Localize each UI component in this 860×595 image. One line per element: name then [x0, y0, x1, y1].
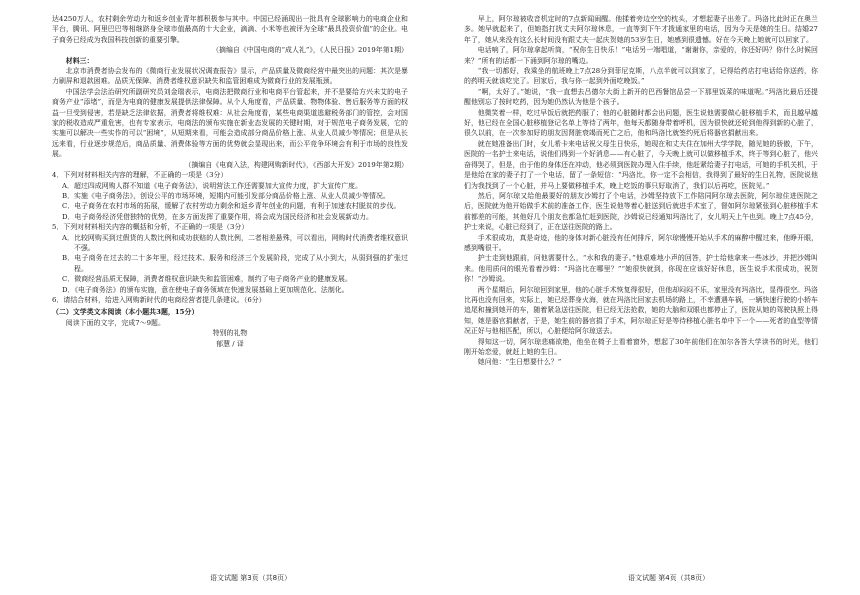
story-paragraph: 早上，阿尔琼被收音机定时的7点新闻闹醒。他揉着旁边空空的枕头，才想起妻子出差了。玛洛比此时正在奥兰多。她早就起来了，但她指打扰丈夫阿尔琼休息，一直等到下午才拨通家里的电话，因为今天是她的生日。结婚27年了，她从来没有这么长时间没有跟丈夫一起庆贺她的53岁生日，她感到很遗憾。好在今天晚上她就可以回家了。	[464, 15, 818, 44]
section-heading: （二）文学类文本阅读（本小题共3题，15分）	[52, 308, 199, 317]
story-paragraph: 就在她准备出门时，女儿希卡来电话祝父母生日快乐，她现在和丈夫住在加州大学学院，随见她的骄傲，下午，医院的一名护士来电话，说他们得到一个好消息——有心脏了，今天晚上就可以做移植手术，终于等到心脏了，他兴奋得哭了，但是，由于他的身体还在冲动，他必须到医院办理入住手续，他赶紧给妻子打电话，可她的手机关机，于是他给在家的妻子打了一个电话，留了一条短信：“玛洛比，你一定不会相信，我得到了最好的生日礼物，医院说他们为我找到了一个心脏，并马上要做移植手术，晚上吃饭的事只好取消了，我们以后再吃，医院见。”	[464, 139, 818, 190]
material3-title-line	[52, 56, 408, 66]
intro-paragraph: 达4250万人，农村剩余劳动力和返乡创业青年都积极参与其中。中国已经涌现出一批具有全球影响力的电商企业和平台，腾讯、阿里巴巴等相继跻身全球市值最高的十大企业，滴滴、小米等也被评为全球“最具投资价值”的企业。电子商务已经成为我国科技创新的重要引擎。	[52, 15, 408, 44]
q4-option-d: D．电子商务经济凭借独特的优势，在多方面发挥了重要作用，将会成为国民经济和社会发展新动力。	[62, 212, 373, 221]
material3-source: （摘编自《电商入法，构建网购新时代》，《西部大开发》2019年第2期）	[184, 160, 408, 169]
story-paragraph: 他微笑着一样，吃过早饭后就把药服了；他的心脏随时都会出问题，医生说他需要做心脏移植手术，而且越早越好，他已经在全国心脏移植登记名单上等待了两年，他每天都随身带着呼机，因为很快就还轮到他得到新的心脏了，很久以前，在一次参加好的朋友因肾脏衰竭而死亡之后，他和玛洛比就签约死后将器官捐献出来。	[464, 108, 818, 138]
story-author: 郁慧 / 译	[216, 339, 244, 348]
q5-option-a: A．比较网购买到过假货的人数比例和成功获赔的人数比例，二者相差悬殊，可以看出，网购时代消费者维权意识不强。	[62, 233, 408, 252]
story-paragraph: 手术很成功，真是奇迹，他的身体对新心脏没有任何排斥，阿尔琼慢慢开始从手术的麻醉中醒过来，他睁开眼，感到嘴很干。	[464, 233, 818, 252]
story-paragraph: 然后，阿尔琼又给他最要好的朋友沙姆打了个电话，沙姆坚持放下工作陪同阿尔琼去医院，阿尔琼住进医院之后，医院就为他开始做手术前的准备工作，医生说他等着心脏送到后就进手术室了，督如阿尔琼紧张到心脏移植手术前都差的可能，其他好几个朋友也都急忙赶到医院，沙姆说已经通知玛洛比了，女儿明天上午也到。晚上7点45分，护士来说，心脏已经到了，正在送往医院的路上。	[464, 191, 818, 232]
right-page	[464, 14, 818, 562]
story-paragraph: 两个星期后，阿尔琼回到家里，他的心脏手术恢复得很好，但他却闷闷不乐，家里没有玛洛比，显得很空。玛洛比再也没有回来，实际上，她已经葬身火海，就在玛洛比回家去机场的路上，不幸遭遇车祸，一辆快速行驶的小轿车追尾和撞到她开的车，随着紧急送往医院，但已经无法抢救，她的大脑和双眼也都停止了，医院从她的驾驶执照上得知，她是器官捐献者，于是，她生前的器官捐了手术，阿尔琼正好是等待移植心脏名单中下一个——死者的血型等情况正好与他相匹配，所以，心脏便给阿尔琼送去。	[464, 285, 818, 336]
story-paragraph: 得知这一切，阿尔琼悲痛欲绝，他坐在椅子上看着窗外，想起了30年前他们在加尔各答大学读书的时光，他们刚开始恋爱，就赶上她的生日。	[464, 337, 818, 356]
left-page-footer: 语文试题 第3页（共8页）	[210, 574, 292, 582]
story-paragraph: “啊，太好了。”她说，“我一直想去吕德尔大街上新开的巴西餐馆品尝一下那里饭菜的味道呢。”玛洛比最后还提醒他别忘了按时吃药，因为她仍然认为他是个孩子。	[464, 87, 818, 107]
story-paragraph: 她问他：“生日想要什么？”	[477, 358, 562, 367]
material3-paragraph-1: 北京市消费者协会发布的《微商行业发展状况调查报告》显示，产品质量及微商经营中最突出的问题：其次是暴力刷屏和退款困难。品质无保障、消费者维权意识缺失和监管困难成为微商行业的发展瓶颈。	[52, 67, 408, 86]
left-page	[52, 14, 408, 562]
material3-paragraph-2: 中国法学会法治研究所副研究员刘金瑞表示，电商法把微商行业和电商平台管起来，并不是要给方兴未艾的电子商务产业“添堵”，而是为电商的健康发展提供法律保障。从个人角度看，产品质量、物物体验、售后服务等方面的权益一旦受到侵害，若是缺乏法律依据，消费者将维权难：从社会角度看，某些电商渠道逃避税务部门的管控，会对国家的税收造成严重危害，也有专家表示，电商法的颁布实施在新业态发展的关键时期，对于规范电子商务发展，它的实施可以解决一些实作的可以“困境”，从短期来看，可能会造成部分商品价格上涨、从业人员减少等情况；但是从长远来看，行业逐步规范后，商品质量、消费体验等方面的优势就会显现出来，而公平竞争环境会有利于市场的良性发展。	[52, 87, 408, 159]
story-paragraph: “我一切都好，我乘坐的航班晚上7点28分到菲尼克斯，八点半就可以到家了，记得给药店打电话给你送药，你的药明天就该吃完了。回家后，我与你一起到外面吃晚饭。”	[464, 67, 818, 86]
q4-option-c: C．电子商务在农村市场的拓展，缓解了农村劳动力剩余和返乡青年创业的问题，有利于加速农村脱贫的步伐。	[62, 202, 401, 211]
story-paragraph: 电话响了，阿尔琼拿起听筒，“祝你生日快乐！”电话另一端唱道，“谢谢你，亲爱的，你还好吗？你什么时候回来？”所有的话都一下涌到阿尔琼的嘴边。	[464, 46, 818, 65]
question-4: 4．下列对材料相关内容的理解，不正确的一项是（3分）	[52, 171, 228, 180]
q5-option-d: D．《电子商务法》的颁布实施，意在使电子商务领域在快速发展基础上更加规范化、法制化。	[62, 285, 349, 294]
q4-option-b: B．实施《电子商务法》，创设公平的市场环境，短期内可能引发部分商品价格上涨、从业人员减少等情况。	[62, 191, 390, 200]
story-title: 特别的礼物	[212, 329, 248, 338]
q5-option-b: B．电子商务在过去的二十多年里，经过技术、服务和经济三个发展阶段，完成了从小到大，从弱到强的扩张过程。	[62, 254, 408, 273]
q4-option-a: A．超过四成网购人群不知道《电子商务法》，说明营法工作还需要加大宣传力度，扩大宣传广度。	[62, 181, 363, 190]
q5-option-c: C．微商经营品质无保障，消费者维权意识缺失和监管困难，制约了电子商务产业的健康发展。	[62, 275, 352, 284]
right-page-footer: 语文试题 第4页（共8页）	[628, 574, 710, 582]
question-5: 5．下列对材料相关内容的概括和分析，不正确的一项是（3分）	[52, 223, 249, 232]
intro-source: （摘编自《中国电商的“成人礼”》，《人民日报》2019年第1期）	[212, 46, 408, 55]
section-intro: 阅读下面的文字，完成7～9题。	[65, 318, 165, 327]
question-6: 6．请结合材料，给进入网购新时代的电商经营者提几条建议。（6分）	[52, 295, 266, 304]
story-paragraph: 护士走到他跟前，问他需要什么，“水和我的妻子。”他艰难地小声的回答，护士给他拿来一些冰沙，并把沙姆叫来。他用质问的眼光看着沙姆：“玛洛比在哪里？”“她很快就到，你现在应该好好休息，医生说手术很成功，祝贺你！”沙姆说。	[464, 254, 818, 284]
material3-title: 材料三：	[65, 56, 94, 65]
